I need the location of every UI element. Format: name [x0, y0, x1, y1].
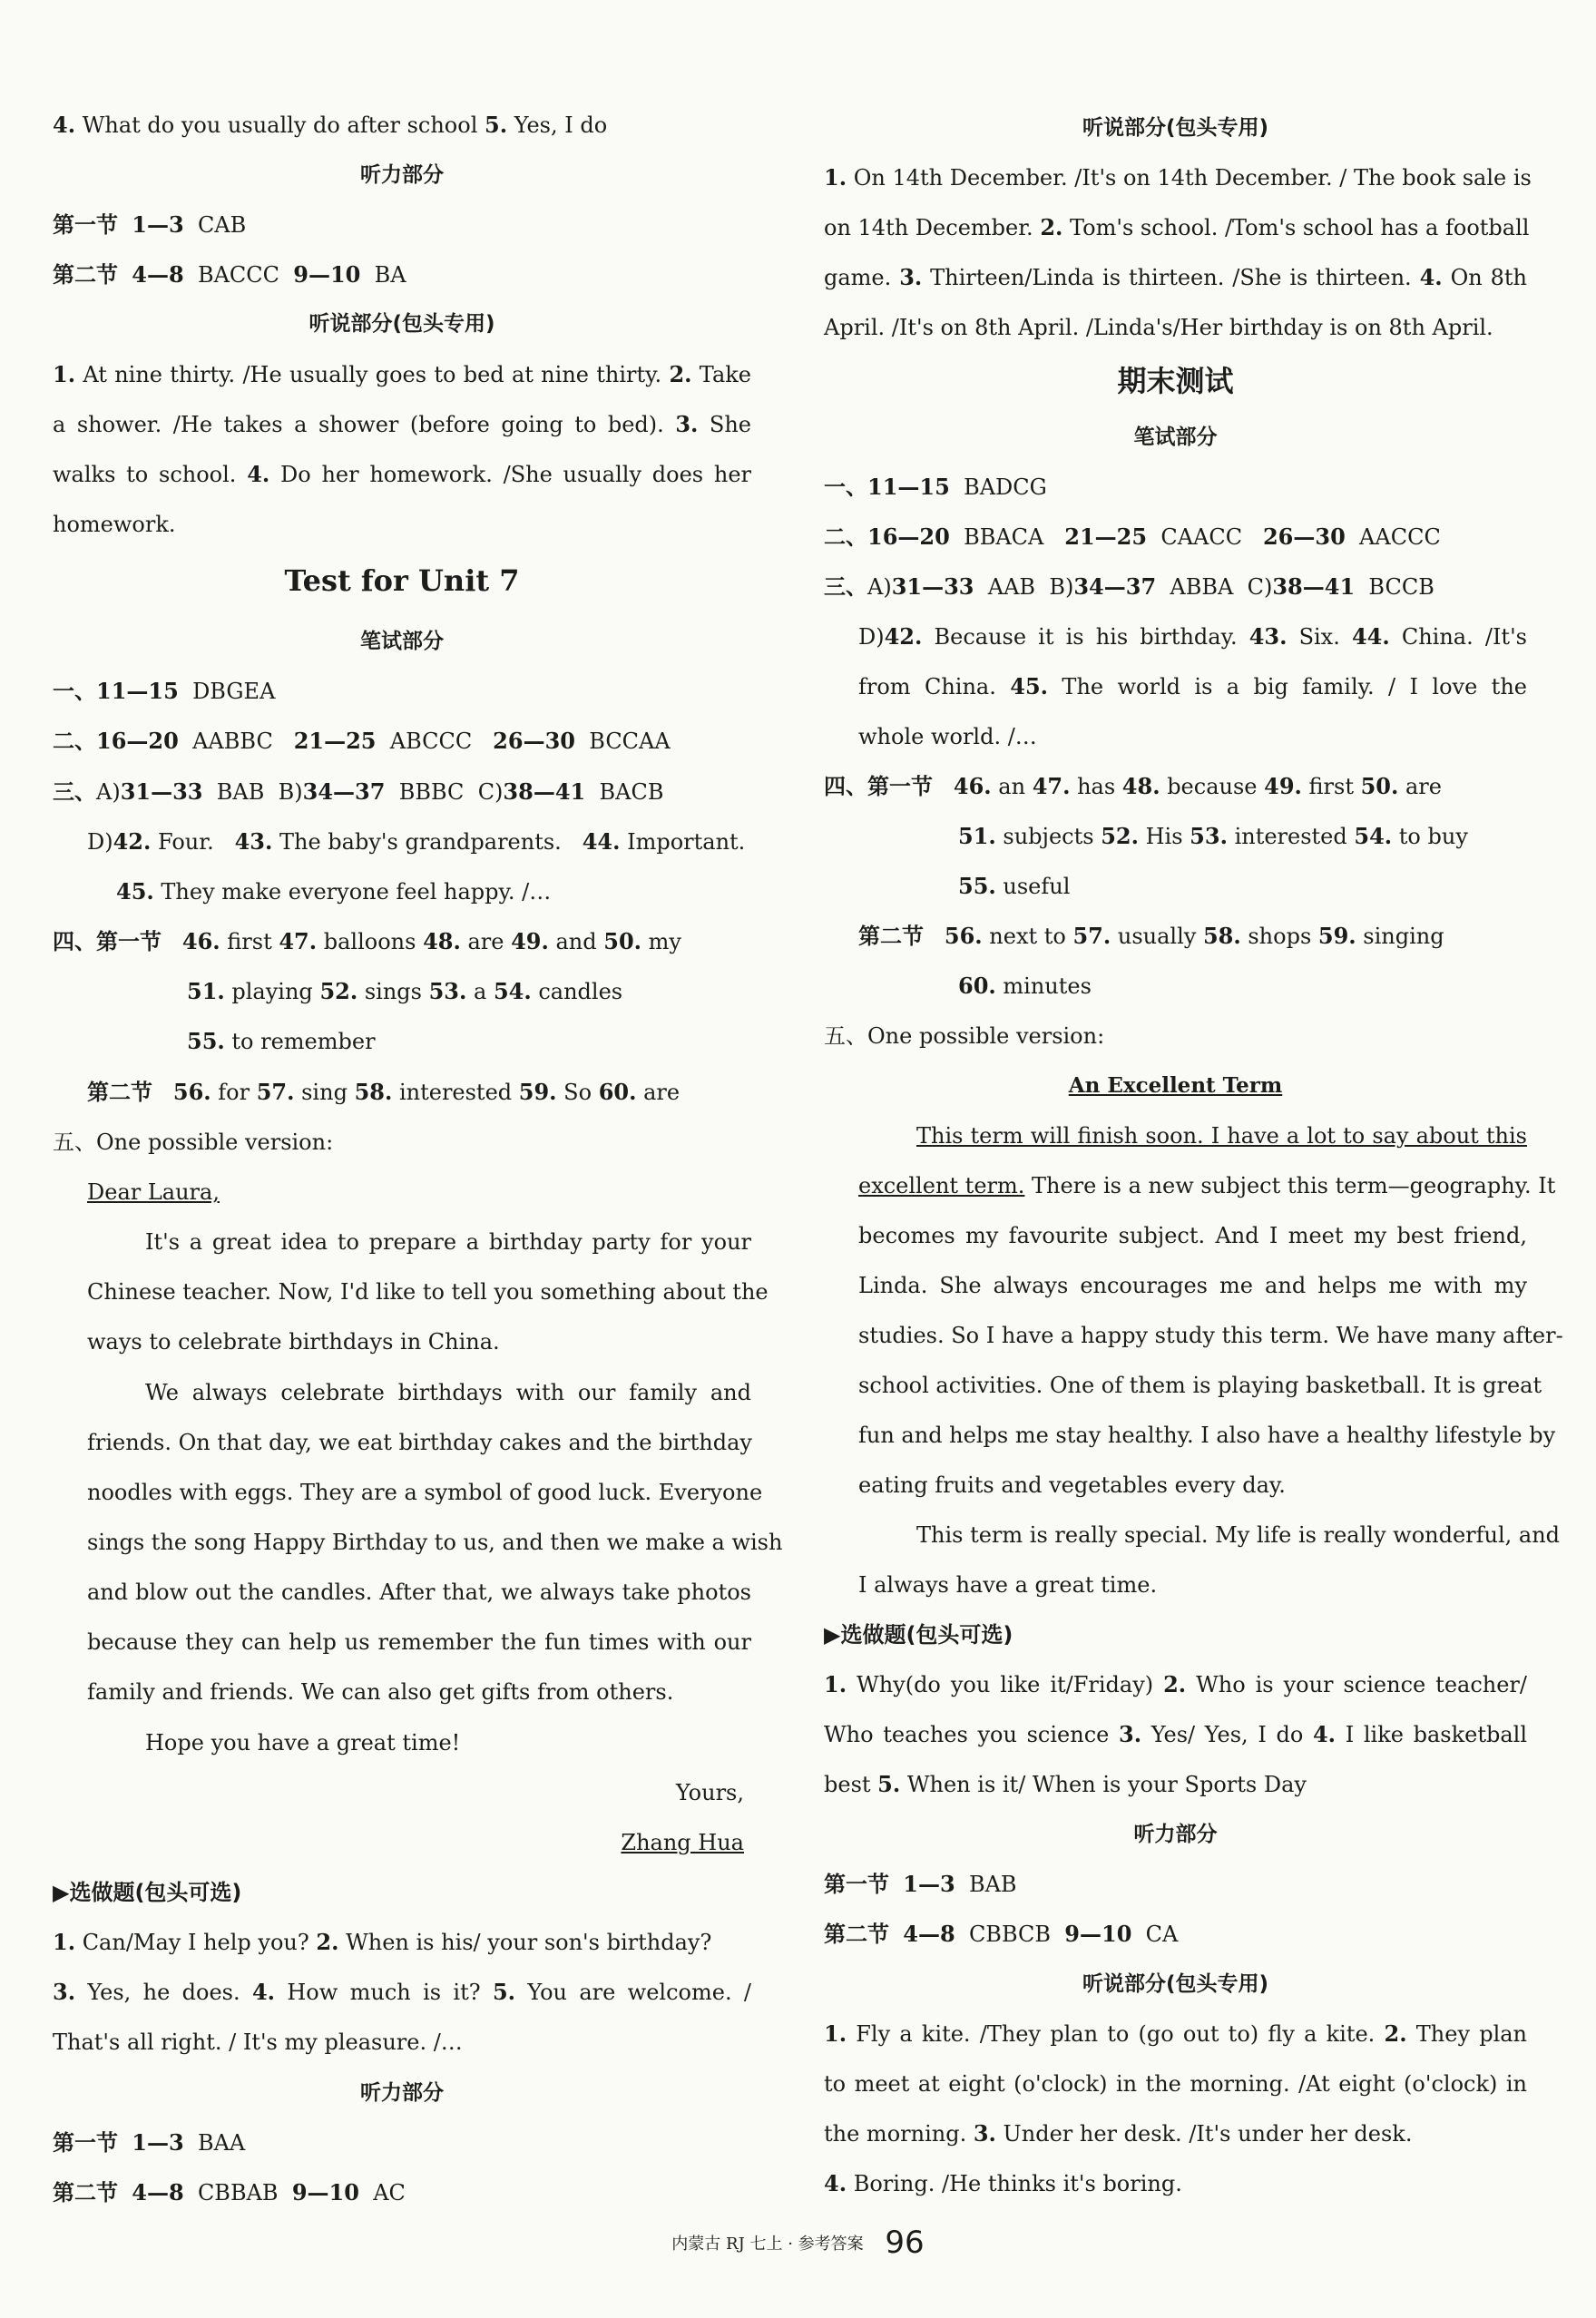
letter-signature: Zhang Hua — [621, 1830, 744, 1855]
letter-line: Chinese teacher. Now, I'd like to tell you something about the — [87, 1279, 769, 1305]
answer-line: 1. On 14th December. /It's on 14th December. / The book sale is — [824, 164, 1532, 191]
essay-line: I always have a great time. — [858, 1572, 1158, 1598]
answer-line: best 5. When is it/ When is your Sports Day — [824, 1771, 1307, 1797]
answer-line: 第一节 1—3 CAB — [53, 211, 247, 238]
answer-line: walks to school. 4. Do her homework. /She usually does her — [53, 461, 751, 487]
answer-line: 45. They make everyone feel happy. /… — [116, 878, 552, 905]
answer-line: 55. to remember — [187, 1028, 376, 1054]
letter-line: family and friends. We can also get gifts from others. — [87, 1679, 674, 1705]
section-heading-speaking: 听说部分(包头专用) — [1082, 116, 1269, 140]
answer-line: 第二节 56. next to 57. usually 58. shops 59. singing — [858, 923, 1444, 949]
answer-line: 1. At nine thirty. /He usually goes to bed at nine thirty. 2. Take — [53, 361, 752, 387]
answer-line: 1. Fly a kite. /They plan to (go out to) fly a kite. 2. They plan — [824, 2020, 1528, 2047]
answer-line: 二、16—20 AABBC 21—25 ABCCC 26—30 BCCAA — [53, 728, 671, 754]
essay-line: fun and helps me stay healthy. I also have a healthy lifestyle by — [858, 1423, 1556, 1448]
final-test-title: 期末测试 — [1117, 364, 1234, 398]
answer-line: 第二节 4—8 CBBCB 9—10 CA — [824, 1921, 1179, 1947]
letter-line: and blow out the candles. After that, we always take photos — [87, 1580, 751, 1605]
letter-line: It's a great idea to prepare a birthday party for your — [145, 1229, 751, 1255]
section-heading-speaking: 听说部分(包头专用) — [308, 312, 495, 336]
answer-line: D)42. Four. 43. The baby's grandparents. 44. Important. — [87, 828, 746, 855]
answer-line: 第二节 4—8 CBBAB 9—10 AC — [53, 2179, 406, 2206]
letter-line: friends. On that day, we eat birthday cakes and the birthday — [87, 1430, 752, 1455]
answer-line: 51. playing 52. sings 53. a 54. candles — [187, 978, 623, 1004]
essay-line: excellent term. There is a new subject this term—geography. It — [858, 1173, 1556, 1198]
answer-line: from China. 45. The world is a big family. / I love the — [858, 673, 1527, 699]
answer-line: to meet at eight (o'clock) in the morning. /At eight (o'clock) in — [824, 2071, 1527, 2097]
section-heading-listening: 听力部分 — [360, 2081, 444, 2105]
answer-line: 第一节 1—3 BAB — [824, 1871, 1017, 1897]
section-heading-speaking: 听说部分(包头专用) — [1082, 1972, 1269, 1996]
letter-line: Hope you have a great time! — [145, 1730, 461, 1756]
answer-line: 3. Yes, he does. 4. How much is it? 5. You are welcome. / — [53, 1979, 751, 2005]
essay-line: This term is really special. My life is really wonderful, and — [916, 1522, 1561, 1548]
letter-line: because they can help us remember the fun times with our — [87, 1629, 751, 1655]
answer-line: game. 3. Thirteen/Linda is thirteen. /She is thirteen. 4. On 8th — [824, 264, 1528, 290]
letter-line: ways to celebrate birthdays in China. — [87, 1329, 500, 1355]
answer-line: 55. useful — [958, 873, 1071, 899]
writing-prompt: 五、One possible version: — [824, 1023, 1105, 1049]
answer-line: 二、16—20 BBACA 21—25 CAACC 26—30 AACCC — [824, 523, 1441, 550]
page-number: 96 — [885, 2225, 925, 2261]
answer-line: a shower. /He takes a shower (before going to bed). 3. She — [53, 411, 752, 437]
answer-line: 60. minutes — [958, 973, 1092, 999]
answer-line: 四、第一节 46. first 47. balloons 48. are 49. and 50. my — [53, 928, 681, 954]
section-heading-listening: 听力部分 — [1133, 1823, 1218, 1846]
answer-line: 1. Can/May I help you? 2. When is his/ your son's birthday? — [53, 1929, 712, 1955]
letter-greeting: Dear Laura, — [87, 1179, 220, 1205]
essay-line: studies. So I have a happy study this term. We have many after- — [858, 1323, 1563, 1348]
section-heading-written: 笔试部分 — [1133, 425, 1218, 449]
essay-line: becomes my favourite subject. And I meet my best friend, — [858, 1223, 1527, 1248]
essay-line: Linda. She always encourages me and helps me with my — [858, 1273, 1527, 1298]
answer-line: 三、A)31—33 BAB B)34—37 BBBC C)38—41 BACB — [53, 778, 664, 805]
answer-line: 4. Boring. /He thinks it's boring. — [824, 2170, 1182, 2196]
footer-text: 内蒙古 RJ 七上 · 参考答案 — [671, 2235, 864, 2254]
answer-line: 第二节 4—8 BACCC 9—10 BA — [53, 261, 406, 288]
essay-title: An Excellent Term — [1068, 1073, 1283, 1098]
section-heading-written: 笔试部分 — [360, 630, 444, 653]
optional-heading: ▶选做题(包头可选) — [53, 1880, 242, 1905]
writing-prompt: 五、One possible version: — [53, 1130, 334, 1155]
answer-line: the morning. 3. Under her desk. /It's under her desk. — [824, 2120, 1413, 2147]
letter-line: We always celebrate birthdays with our family and — [145, 1380, 751, 1405]
answer-line: 一、11—15 BADCG — [824, 474, 1047, 500]
answer-line: 第二节 56. for 57. sing 58. interested 59. So 60. are — [87, 1079, 681, 1105]
answer-line: That's all right. / It's my pleasure. /… — [53, 2029, 463, 2055]
unit-title: Test for Unit 7 — [284, 563, 520, 598]
essay-line: eating fruits and vegetables every day. — [858, 1472, 1286, 1498]
answer-line: 四、第一节 46. an 47. has 48. because 49. first 50. are — [824, 773, 1442, 799]
letter-line: sings the song Happy Birthday to us, and then we make a wish — [87, 1530, 783, 1555]
answer-line: homework. — [53, 512, 176, 537]
letter-closing: Yours, — [675, 1780, 744, 1805]
section-heading-listening: 听力部分 — [360, 163, 444, 187]
answer-line: 4. What do you usually do after school 5. Yes, I do — [53, 112, 608, 138]
optional-heading: ▶选做题(包头可选) — [824, 1622, 1013, 1648]
answer-line: April. /It's on 8th April. /Linda's/Her birthday is on 8th April. — [824, 315, 1493, 340]
page-footer — [0, 2225, 1596, 2263]
answer-line: 一、11—15 DBGEA — [53, 678, 276, 704]
answer-line: on 14th December. 2. Tom's school. /Tom's school has a football — [824, 214, 1530, 240]
answer-line: Who teaches you science 3. Yes/ Yes, I do 4. I like basketball — [824, 1721, 1528, 1747]
answer-line: D)42. Because it is his birthday. 43. Six. 44. China. /It's — [858, 623, 1527, 650]
answer-line: whole world. /… — [858, 724, 1037, 749]
essay-line: school activities. One of them is playing basketball. It is great — [858, 1373, 1542, 1398]
answer-line: 三、A)31—33 AAB B)34—37 ABBA C)38—41 BCCB — [824, 573, 1434, 600]
answer-line: 1. Why(do you like it/Friday) 2. Who is your science teacher/ — [824, 1671, 1527, 1697]
answer-line: 51. subjects 52. His 53. interested 54. to buy — [958, 823, 1468, 849]
letter-line: noodles with eggs. They are a symbol of good luck. Everyone — [87, 1480, 763, 1505]
answer-line: 第一节 1—3 BAA — [53, 2129, 246, 2156]
essay-line: This term will finish soon. I have a lot to say about this — [916, 1123, 1527, 1149]
